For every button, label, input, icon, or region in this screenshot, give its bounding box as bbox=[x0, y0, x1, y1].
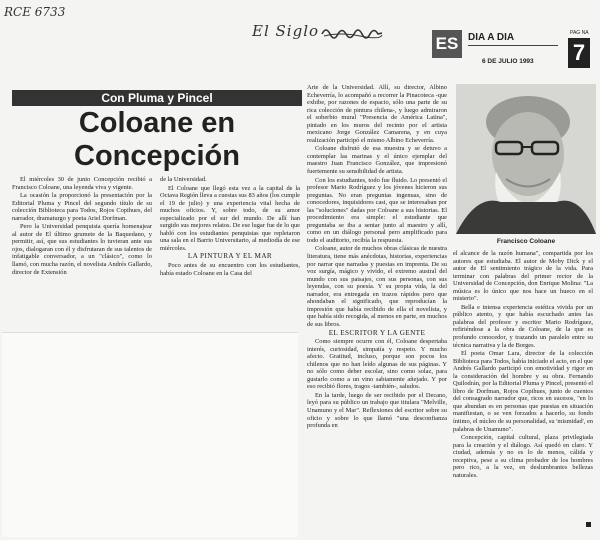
paragraph: Pero la Universidad penquista quería homenajear al autor de El último grumete de la Baquedano, y permitir, así, que sus estudiantes lo tuvieran ante sus ojos, dialogaran con él y disfrutaran de sus talentos de infatigable conversador, a un "clásico", como lo llamó, con mucha razón, el novelista Andrés Gallardo, director de Extensión bbox=[12, 223, 152, 276]
paragraph: Con los estudiantes, todo fue fluido. Lo presentó el profesor Mario Rodríguez y los jóvenes hicieron sus preguntas. No eran preguntas ingenuas, sino de conocedores, inquisidores casi, que se interesaban por las "soluciones" dadas por Coloane a sus historias. El procedimiento era simple: el estudiante que preguntaba se iba a sentar junto al maestro y allí, como en un diálogo personal pero amplificado para todo el auditorio, recibía la respuesta. bbox=[307, 176, 447, 244]
article-column-3 bbox=[307, 84, 447, 532]
paragraph: Coloane, autor de muchos obras clásicas de nuestra literatura, tiene más anécdotas, historias, experiencias por narrar que narradas y puestas en imprenta. De su voz surgía, mágico y vivido, el extremo austral del mundo con sus paisajes, con sus personas, con sus leyendas, con su poesía. Y su propia vida, la del narrador, era entregada en trazos rápidos pero que ahondaban el significado, que reproducían la impresión que había recibido de ella el novelista, y que había sido recogida, al menos en parte, en muchos de sus libros. bbox=[307, 245, 447, 328]
page-number: 7 bbox=[568, 38, 590, 68]
headline-line-1: Coloane en bbox=[78, 107, 236, 139]
masthead bbox=[432, 30, 592, 72]
headline-line-2: Concepción bbox=[74, 140, 240, 172]
paragraph: Coloane disfrutó de esa muestra y se detuvo a contemplar las marinas y el único ejemplar del maestro Juan Francisco González, que impresionó fuertemente su sensibilidad de artista. bbox=[307, 145, 447, 176]
paragraph: El Coloane que llegó esta vez a la capital de la Octava Región lleva a cuestas sus 83 años (los cumple el 19 de julio) y una experiencia vital hecha de muchos oficios. Y, sobre todo, de su amor especializado por el sur del mundo. De allí han surgido sus mejores relatos. De ese lugar fue de lo que habló con los estudiantes penquistas que repletaron una sala en el Barrio Universitario, al mediodía de ese miércoles. bbox=[160, 184, 300, 252]
newspaper-name: El Siglo bbox=[252, 22, 320, 40]
author-photo bbox=[456, 84, 596, 234]
article-column-4 bbox=[453, 250, 593, 532]
page-label: PAG NA bbox=[570, 30, 589, 36]
paragraph: el alcance de la razón humana", compartida por los autores que estudiaba. El autor de Moby Dick y el autor de El sentimiento trágico de la vida. Para terminar con palabras del primer rector de la Universidad de Concepción, don Enrique Molina: "La música es lo único que nos hace un hueco en el misterio". bbox=[453, 250, 593, 303]
paragraph: El poeta Omar Lara, director de la colección Biblioteca para Todos, había iniciado el acto, en el que Andrés Gallardo participó con emotividad y rigor en la consideración del hombre y su obra. Fernando Quilodrán, por la Editorial Pluma y Pincel, presentó el libro de Dorfman, Rojos Copihues, junto de cuentos del consagrado narrador que, ricos en sucesos, "en lo que abundan es en personas que puestas en situación manifiestan, o se ven forzados a hacerlo, su fondo íntimo, el núcleo de su personalidad, su 'mismidad', en palabras de Unamuno". bbox=[453, 350, 593, 433]
section-name: DIA A DIA bbox=[468, 32, 515, 43]
banner-text: Con Pluma y Pincel bbox=[101, 91, 213, 105]
photo-caption: Francisco Coloane bbox=[496, 238, 556, 245]
issue-date: 6 DE JULIO 1993 bbox=[482, 58, 534, 65]
paragraph: Bella e intensa experiencia estética vivida por un público atento, y que había escuchado antes las palabras del profesor y escritor Mario Rodríguez, refiriéndose a la obra de Coloane, de la que es profundo conocedor, y trazando un paralelo entre su técnica narrativa y la de Borges. bbox=[453, 303, 593, 349]
subheading: EL ESCRITOR Y LA GENTE bbox=[328, 328, 426, 337]
section-banner bbox=[12, 90, 302, 106]
article-column-1 bbox=[12, 176, 152, 314]
paragraph: Como siempre ocurre con él, Coloane despertaba interés, curiosidad, simpatía y respeto. Y mucho afecto. Gratitud, incluso, porque son pocos los chilenos que no han leído algunas de sus páginas. Y no sólo como deber escolar, sino como solaz, para gustarlo como a un vino sabiamente añejado. Y por eso recibió flores, tragos -también-, saludos. bbox=[307, 338, 447, 391]
archive-code: RCE 6733 bbox=[4, 5, 66, 19]
article-column-2 bbox=[160, 176, 300, 324]
paragraph: En la tarde, luego de ser recibido por el Decano, leyó para su público un trabajo que titulara "Melville, Unamuno y el Mar". Reflexiones del escritor sobre su oficio y sobre lo que llamó "una desconfianza profunda en bbox=[307, 391, 447, 430]
scribble-mark bbox=[320, 24, 384, 40]
paragraph: Poco antes de su encuentro con los estudiantes, había estado Coloane en la Casa del bbox=[160, 262, 300, 277]
page-edge bbox=[2, 332, 298, 537]
paragraph: Concepción, capital cultural, plaza privilegiada para la creación y el diálogo. Así quedó en claro. Y ciudad, además y no es lo de menos, cálida y receptiva, pese a su clima probador de los hombres pero rico, a la vez, en deslumbrantes bellezas naturales. bbox=[453, 434, 593, 479]
paragraph: Arte de la Universidad. Allí, su director, Albino Echeverría, lo acompañó a recorrer la Pinacoteca -que exhibe, por razones de espacio, sólo una parte de su rica colección de pintura chilena-, y luego admiraron el soberbio mural "Presencia de América Latina", pintado en los muros del recinto por el artista mexicano Jorge González Camarena, y en cuya realización participó el mismo Albino Echeverría. bbox=[307, 84, 447, 144]
masthead-rule bbox=[468, 45, 558, 46]
paragraph: El miércoles 30 de junio Concepción recibió a Francisco Coloane, una leyenda viva y vigente. bbox=[12, 176, 152, 191]
paragraph: La ocasión la proporcionó la presentación por la Editorial Pluma y Pincel del segundo título de su colección Biblioteca para Todos, Rojos Copihues, del narrador, dramaturgo y poeta Ariel Dorfman. bbox=[12, 192, 152, 222]
end-mark bbox=[586, 522, 591, 527]
newspaper-logo: ES bbox=[432, 30, 462, 58]
paragraph: de la Universidad. bbox=[160, 176, 207, 183]
subheading: LA PINTURA Y EL MAR bbox=[187, 252, 273, 261]
